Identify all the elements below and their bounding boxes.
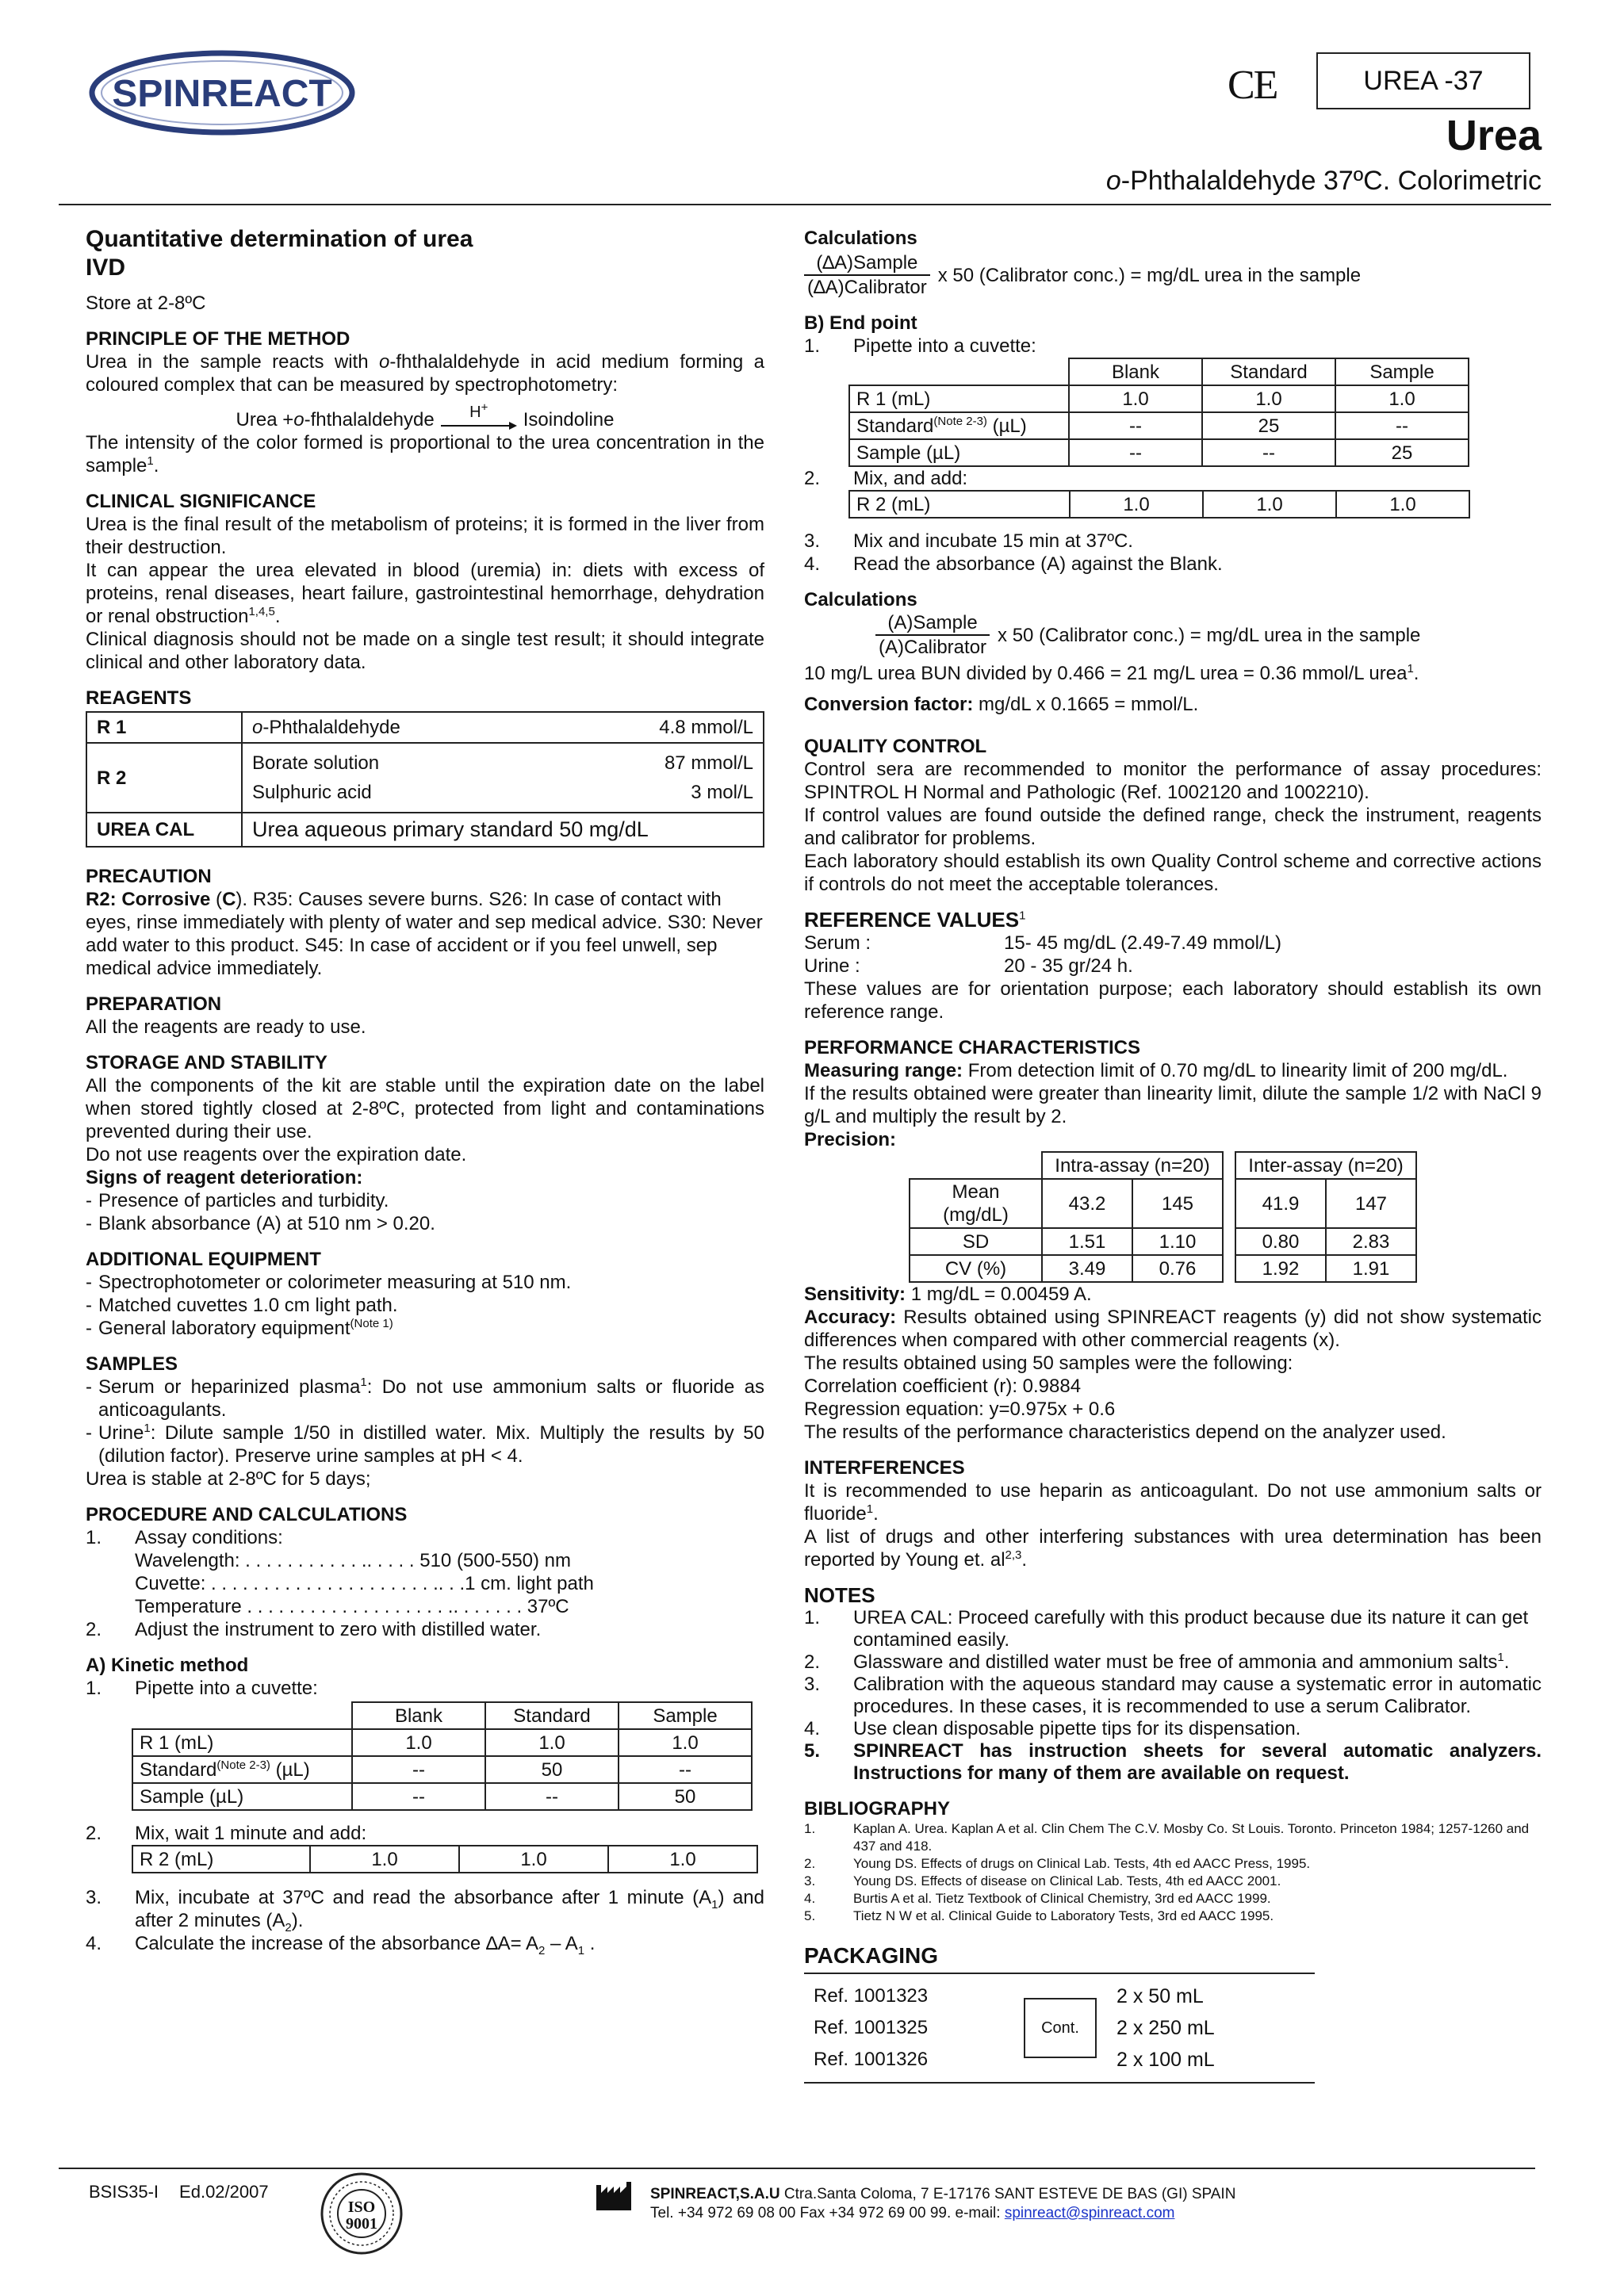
sensitivity-text: Sensitivity: 1 mg/dL = 0.00459 A.: [804, 1284, 1092, 1305]
svg-text:9001: 9001: [346, 2215, 377, 2233]
principle-text2: The intensity of the color formed is proportional to the urea concentration in the sample$^1$.: [86, 432, 764, 476]
reaction-arrow: H+: [441, 404, 517, 431]
kinetic-r2-table: [132, 1845, 758, 1873]
samples-stable: Urea is stable at 2-8ºC for 5 days;: [86, 1468, 371, 1490]
list-item: 2. Adjust the instrument to zero with distilled water.: [86, 1619, 542, 1640]
reaction-equation: Urea + o -fhthalaldehyde H+ Isoindoline: [236, 400, 615, 430]
reagent-label: UREA CAL: [86, 813, 242, 847]
endpoint-heading: B) End point: [804, 312, 917, 334]
package-ref: Ref. 1001323: [814, 1985, 929, 2007]
svg-text:ISO: ISO: [347, 2198, 376, 2216]
endpoint-r2-table: [848, 490, 1470, 519]
reagent-label: R 2: [86, 743, 242, 813]
bibliography-section: [804, 1797, 1542, 1925]
performance-heading: PERFORMANCE CHARACTERISTICS: [804, 1037, 1141, 1058]
bun-text: 10 mg/L urea BUN divided by 0.466 = 21 mg/L urea = 0.36 mmol/L urea$^1$.: [804, 662, 1419, 684]
cal-name: Urea aqueous primary standard 50 mg/dL: [242, 813, 764, 847]
reference-urine: Urine : 20 - 35 gr/24 h.: [804, 955, 1133, 977]
right-column: [804, 227, 1542, 2084]
principle-heading: PRINCIPLE OF THE METHOD: [86, 328, 350, 350]
calc2-section: [804, 588, 1542, 716]
list-item: 3. Young DS. Effects of disease on Clinical Lab. Tests, 4th ed AACC 2001.: [804, 1873, 1281, 1888]
page-subtitle: [1106, 165, 1542, 197]
precaution-section: [86, 865, 764, 980]
list-item: 4. Read the absorbance (A) against the Blank.: [804, 553, 1223, 575]
list-item: 5. SPINREACT has instruction sheets for several automatic analyzers. Instructions for many of them are available on request.: [804, 1740, 1542, 1784]
list-item: 2. Mix, wait 1 minute and add:: [86, 1823, 367, 1844]
list-item: 4. Use clean disposable pipette tips for its dispensation.: [804, 1718, 1301, 1739]
precision-table: Intra-assay (n=20) Inter-assay (n=20) Mean (mg/dL) 43.2 145 41.9 147 SD 1.51 1.10 0.80 2.83 CV (%) 3.49 0.76 1.92 1.91: [909, 1151, 1417, 1283]
endpoint-pipette-table: Blank Standard Sample R 1 (mL) 1.0 1.0 1.0 Standard$^{(Note 2-3)}$ (µL) -- 25 -- Sample (µL) -- -- 25: [848, 358, 1469, 467]
clinical-p1: Urea is the final result of the metabolism of proteins; it is formed in the liver from their destruction.: [86, 514, 764, 558]
list-item: 1. UREA CAL: Proceed carefully with this product because due its nature it can get contamined easily.: [804, 1607, 1529, 1651]
ce-mark: CE: [1228, 63, 1277, 108]
reference-note: These values are for orientation purpose; each laboratory should establish its own reference range.: [804, 978, 1542, 1023]
product-code: UREA -37: [1363, 66, 1484, 96]
assay-temperature: Temperature . . . . . . . . . . . . . . . . . . . .. . . . . . . 37ºC: [135, 1596, 569, 1617]
kinetic-pipette-table: Blank Standard Sample R 1 (mL) 1.0 1.0 1.0 Standard$^{(Note 2-3)}$ (µL) -- 50 -- Sample (µL) -- -- 50: [132, 1701, 753, 1811]
preparation-text: All the reagents are ready to use.: [86, 1016, 366, 1038]
kinetic-heading: A) Kinetic method: [86, 1655, 249, 1676]
dilute-text: If the results obtained were greater than linearity limit, dilute the sample 1/2 with NaCl 9 g/L and multiply the result by 2.: [804, 1083, 1542, 1127]
reference-heading: REFERENCE VALUES$^1$: [804, 908, 1026, 932]
storage-section: [86, 1051, 764, 1235]
interferences-p2: A list of drugs and other interfering substances with urea determination has been reported by Young et. al$^{2,3}$.: [804, 1526, 1542, 1571]
doc-ivd: IVD: [86, 254, 126, 281]
clinical-section: [86, 490, 764, 674]
signs-heading: Signs of reagent deterioration:: [86, 1167, 363, 1188]
subtitle-rest: -Phthalaldehyde 37ºC. Colorimetric: [1120, 166, 1542, 196]
reagent-label: R 1: [86, 712, 242, 743]
list-item: 2. Mix, and add:: [804, 468, 968, 489]
reference-section: [804, 909, 1542, 1024]
storage-p2: Do not use reagents over the expiration date.: [86, 1144, 467, 1165]
list-item: - Matched cuvettes 1.0 cm light path.: [86, 1295, 398, 1316]
list-item: - Urine$^1$: Dilute sample 1/50 in distilled water. Mix. Multiply the results by 50 (dilution factor). Preserve urine samples at pH < 4.: [86, 1422, 764, 1467]
precaution-text: R2: Corrosive (C). R35: Causes severe burns. S26: In case of contact with eyes, rinse immediately with plenty of water and sep medical advice. S30: Never add water to this product. S45: In case of accident or if you feel unwell, sep medical advice immediately.: [86, 889, 763, 979]
reagents-section: [86, 687, 764, 848]
list-item: 3. Calibration with the aqueous standard may cause a systematic error in automatic procedures. In these cases, it is recommended to use a serum Calibrator.: [804, 1674, 1542, 1717]
table-row: CV (%) 3.49 0.76 1.92 1.91: [910, 1255, 1416, 1282]
assay-wavelength: Wavelength: . . . . . . . . . . . .. . . . . 510 (500-550) nm: [135, 1550, 572, 1571]
list-item: - General laboratory equipment$^{(Note 1)}$: [86, 1317, 393, 1339]
equipment-heading: ADDITIONAL EQUIPMENT: [86, 1249, 321, 1270]
notes-heading: NOTES: [804, 1583, 875, 1607]
reagents-heading: REAGENTS: [86, 687, 192, 709]
page-title: Urea: [1446, 112, 1542, 159]
factory-icon: [596, 2182, 631, 2210]
quality-section: [804, 735, 1542, 896]
principle-section: [86, 327, 764, 477]
calc2-heading: Calculations: [804, 589, 917, 610]
logo: [87, 49, 357, 136]
clinical-p2: It can appear the urea elevated in blood (uremia) in: diets with excess of proteins, renal diseases, heart failure, gastrointestinal hemorrhage, dehydration or renal obstruction$^{1,4,5}$.: [86, 560, 764, 627]
table-row: Mean (mg/dL) 43.2 145 41.9 147: [910, 1179, 1416, 1228]
storage-p1: All the components of the kit are stable until the expiration date on the label when stored tightly closed at 2-8ºC, protected from light and contaminations prevented during their use.: [86, 1075, 764, 1142]
correlation-text: Correlation coefficient (r): 0.9884: [804, 1376, 1082, 1397]
table-row: R 2 (mL) 1.0 1.0 1.0: [132, 1846, 757, 1873]
footer-code: BSIS35-I Ed.02/2007: [89, 2182, 269, 2202]
preparation-section: [86, 993, 764, 1039]
conversion-text: Conversion factor: mg/dL x 0.1665 = mmol/L.: [804, 694, 1199, 715]
list-item: 1. Pipette into a cuvette:: [804, 335, 1036, 357]
storage-heading: STORAGE AND STABILITY: [86, 1052, 327, 1073]
logo-text: SPINREACT: [112, 73, 332, 115]
kinetic-section: [86, 1654, 764, 1955]
package-size: 2 x 100 mL: [1116, 2049, 1215, 2071]
list-item: - Presence of particles and turbidity.: [86, 1190, 389, 1211]
table-row: SD 1.51 1.10 0.80 2.83: [910, 1228, 1416, 1255]
regression-text: Regression equation: y=0.975x + 0.6: [804, 1399, 1116, 1420]
precaution-heading: PRECAUTION: [86, 866, 212, 887]
list-item: - Spectrophotometer or colorimeter measuring at 510 nm.: [86, 1272, 572, 1293]
reference-serum: Serum : 15- 45 mg/dL (2.49-7.49 mmol/L): [804, 932, 1281, 954]
procedure-heading: PROCEDURE AND CALCULATIONS: [86, 1504, 408, 1525]
calc2-formula: $\frac{\text{(A)Sample}}{\text{(A)Calibrator}}$ x 50 (Calibrator conc.) = mg/dL urea in the sample: [875, 611, 1542, 659]
performance-section: [804, 1036, 1542, 1444]
package-ref: Ref. 1001325: [814, 2017, 929, 2038]
interferences-heading: INTERFERENCES: [804, 1457, 965, 1479]
package-ref: Ref. 1001326: [814, 2049, 929, 2070]
interferences-p1: It is recommended to use heparin as anticoagulant. Do not use ammonium salts or fluoride$^1$.: [804, 1480, 1542, 1525]
table-row: Standard$^{(Note 2-3)}$ (µL) -- 50 --: [132, 1756, 752, 1783]
accuracy-text: Accuracy: Results obtained using SPINREACT reagents (y) did not show systematic differences when compared with other commercial reagents (x).: [804, 1307, 1542, 1351]
list-item: 5. Tietz N W et al. Clinical Guide to Laboratory Tests, 3rd ed AACC 1995.: [804, 1908, 1274, 1923]
iso-seal-icon: [319, 2171, 404, 2256]
subtitle-italic: o: [1105, 166, 1121, 196]
principle-text: Urea in the sample reacts with o-fhthalaldehyde in acid medium forming a coloured complex that can be measured by spectrophotometry:: [86, 351, 764, 396]
table-row: R 1 (mL) 1.0 1.0 1.0: [132, 1729, 752, 1756]
list-item: 2. Glassware and distilled water must be free of ammonia and ammonium salts$^1$.: [804, 1651, 1510, 1673]
packaging-section: [804, 1942, 1315, 2084]
email-link[interactable]: spinreact@spinreact.com: [1004, 2205, 1175, 2221]
quality-p1: Control sera are recommended to monitor the performance of assay procedures: SPINTROL H Normal and Pathologic (Ref. 1002120 and 1002210).: [804, 759, 1542, 803]
left-column: [86, 225, 764, 1955]
endpoint-section: [804, 312, 1542, 576]
bibliography-heading: BIBLIOGRAPHY: [804, 1798, 951, 1820]
list-item: - Serum or heparinized plasma$^1$: Do not use ammonium salts or fluoride as anticoagulants.: [86, 1376, 764, 1421]
precision-heading: Precision:: [804, 1129, 897, 1150]
table-row: R 1 (mL) 1.0 1.0 1.0: [849, 385, 1469, 412]
footer-rule: [59, 2168, 1535, 2169]
quality-heading: QUALITY CONTROL: [804, 736, 987, 757]
footer-address: SPINREACT,S.A.U Ctra.Santa Coloma, 7 E-17176 SANT ESTEVE DE BAS (GI) SPAIN Tel. +34 972 69 08 00 Fax +34 972 69 00 99. e-mail: spinreact@spinreact.com: [650, 2186, 1236, 2221]
performance-dependence: The results of the performance characteristics depend on the analyzer used.: [804, 1422, 1446, 1443]
table-row: Sample (µL) -- -- 25: [849, 439, 1469, 466]
equipment-section: [86, 1248, 764, 1340]
calc1-heading: Calculations: [804, 228, 917, 249]
table-row: Standard$^{(Note 2-3)}$ (µL) -- 25 --: [849, 412, 1469, 439]
package-size: 2 x 50 mL: [1116, 1985, 1204, 2007]
reagent-conc: 4.8 mmol/L: [659, 717, 753, 738]
samples-section: [86, 1353, 764, 1490]
list-item: 1. Assay conditions:: [86, 1527, 283, 1548]
clinical-p3: Clinical diagnosis should not be made on a single test result; it should integrate clinical and other laboratory data.: [86, 629, 764, 673]
assay-cuvette: Cuvette: . . . . . . . . . . . . . . . . . . . . . .. . .1 cm. light path: [135, 1573, 594, 1594]
quality-p2: If control values are found outside the defined range, check the instrument, reagents and calibrator for problems.: [804, 805, 1542, 849]
list-item: 4. Calculate the increase of the absorbance $\Delta A= A_2 - A_1$ .: [86, 1933, 596, 1957]
calc1-formula: $\frac{\text{(∆A)Sample}}{\text{(∆A)Calibrator}}$ x 50 (Calibrator conc.) = mg/dL urea in the sample: [804, 251, 1542, 299]
table-row: Sample (µL) -- -- 50: [132, 1783, 752, 1810]
header-rule: [59, 204, 1551, 205]
store-text: Store at 2-8ºC: [86, 293, 206, 314]
measuring-range: Measuring range: From detection limit of 0.70 mg/dL to linearity limit of 200 mg/dL.: [804, 1060, 1508, 1081]
table-row: R 2 (mL) 1.0 1.0 1.0: [849, 491, 1469, 518]
package-size: 2 x 250 mL: [1116, 2017, 1215, 2039]
preparation-heading: PREPARATION: [86, 993, 222, 1015]
list-item: 3. Mix and incubate 15 min at 37ºC.: [804, 530, 1133, 552]
reagents-table: R 1 o-Phthalaldehyde 4.8 mmol/L R 2 Borate solution 87 mmol/L Sulphuric acid 3 mol/L UREA CAL Urea aqueous primary standard 50 mg/dL: [86, 711, 764, 848]
samples-heading: SAMPLES: [86, 1353, 178, 1375]
packaging-heading: PACKAGING: [804, 1942, 1315, 1974]
list-item: 3. Mix, incubate at 37ºC and read the absorbance after 1 minute $(A_1)$ and after 2 minutes $(A_2)$.: [86, 1887, 765, 1934]
accuracy-samples: The results obtained using 50 samples were the following:: [804, 1353, 1293, 1374]
product-code-box: [1316, 52, 1530, 109]
list-item: - Blank absorbance (A) at 510 nm > 0.20.: [86, 1213, 435, 1234]
list-item: 2. Young DS. Effects of drugs on Clinical Lab. Tests, 4th ed AACC Press, 1995.: [804, 1856, 1311, 1871]
list-item: 4. Burtis A et al. Tietz Textbook of Clinical Chemistry, 3rd ed AACC 1999.: [804, 1891, 1271, 1906]
quality-p3: Each laboratory should establish its own Quality Control scheme and corrective actions if controls do not meet the acceptable tolerances.: [804, 851, 1542, 895]
interferences-section: [804, 1456, 1542, 1571]
clinical-heading: CLINICAL SIGNIFICANCE: [86, 491, 316, 512]
procedure-section: [86, 1503, 764, 1641]
doc-title: Quantitative determination of urea: [86, 226, 473, 252]
list-item: 1. Kaplan A. Urea. Kaplan A et al. Clin Chem The C.V. Mosby Co. St Louis. Toronto. Princeton 1984; 1257-1260 and 437 and 418.: [804, 1821, 1530, 1854]
notes-section: [804, 1584, 1542, 1785]
cont-box: Cont.: [1024, 1998, 1097, 2058]
list-item: 1. Pipette into a cuvette:: [86, 1678, 318, 1699]
